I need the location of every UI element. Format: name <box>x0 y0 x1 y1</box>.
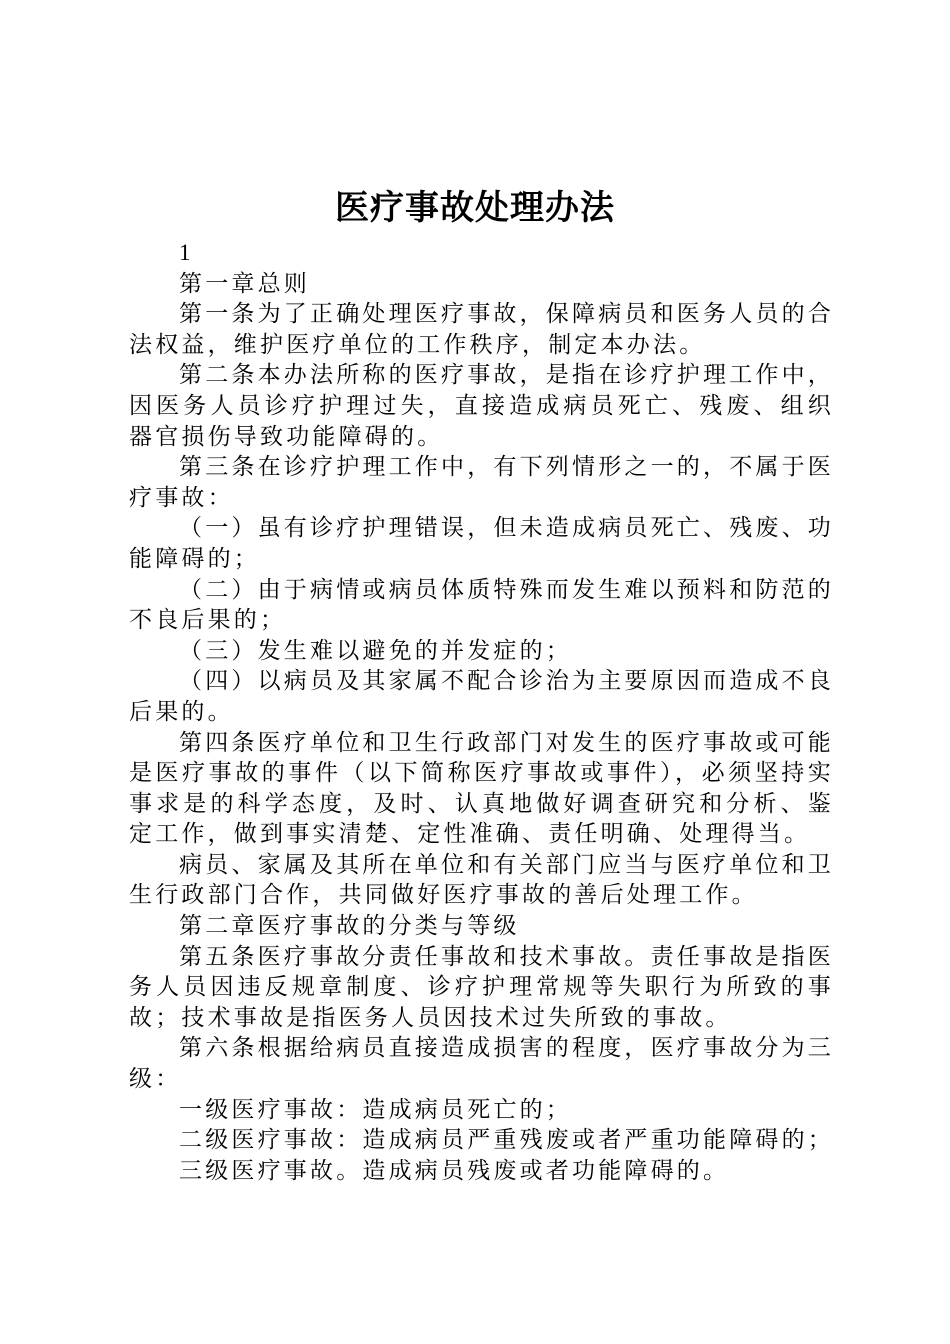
list-item: （三）发生难以避免的并发症的； <box>179 637 572 664</box>
article-paragraph: 第六条根据给病员直接造成损害的程度，医疗事故分为三级： <box>129 1035 834 1093</box>
document-body <box>129 238 834 1186</box>
list-item: 二级医疗事故：造成病员严重残废或者严重功能障碍的； <box>179 1127 834 1154</box>
article-paragraph: 第四条医疗单位和卫生行政部门对发生的医疗事故或可能是医疗事故的事件（以下简称医疗事故或事件），必须坚持实事求是的科学态度，及时、认真地做好调查研究和分析、鉴定工作，做到事实清楚、定性准确、责任明确、处理得当。 <box>129 729 834 848</box>
chapter-heading: 第二章医疗事故的分类与等级 <box>179 913 520 940</box>
article-paragraph: 第二条本办法所称的医疗事故，是指在诊疗护理工作中，因医务人员诊疗护理过失，直接造成病员死亡、残废、组织器官损伤导致功能障碍的。 <box>129 362 834 450</box>
page-number: 1 <box>179 240 194 265</box>
article-paragraph: 病员、家属及其所在单位和有关部门应当与医疗单位和卫生行政部门合作，共同做好医疗事故的善后处理工作。 <box>129 851 834 909</box>
chapter-heading: 第一章总则 <box>179 270 310 297</box>
list-item: 一级医疗事故：造成病员死亡的； <box>179 1096 572 1123</box>
document-title: 医疗事故处理办法 <box>335 188 615 228</box>
list-item: （二）由于病情或病员体质特殊而发生难以预料和防范的不良后果的； <box>129 576 834 634</box>
list-item: 三级医疗事故。造成病员残废或者功能障碍的。 <box>179 1157 730 1184</box>
list-item: （四）以病员及其家属不配合诊治为主要原因而造成不良后果的。 <box>129 668 834 725</box>
article-paragraph: 第一条为了正确处理医疗事故，保障病员和医务人员的合法权益，维护医疗单位的工作秩序，制定本办法。 <box>129 301 834 358</box>
article-paragraph: 第三条在诊疗护理工作中，有下列情形之一的，不属于医疗事故： <box>129 454 834 511</box>
list-item: （一）虽有诊疗护理错误，但未造成病员死亡、残废、功能障碍的； <box>129 515 834 572</box>
article-paragraph: 第五条医疗事故分责任事故和技术事故。责任事故是指医务人员因违反规章制度、诊疗护理常规等失职行为所致的事故；技术事故是指医务人员因技术过失所致的事故。 <box>129 943 834 1031</box>
